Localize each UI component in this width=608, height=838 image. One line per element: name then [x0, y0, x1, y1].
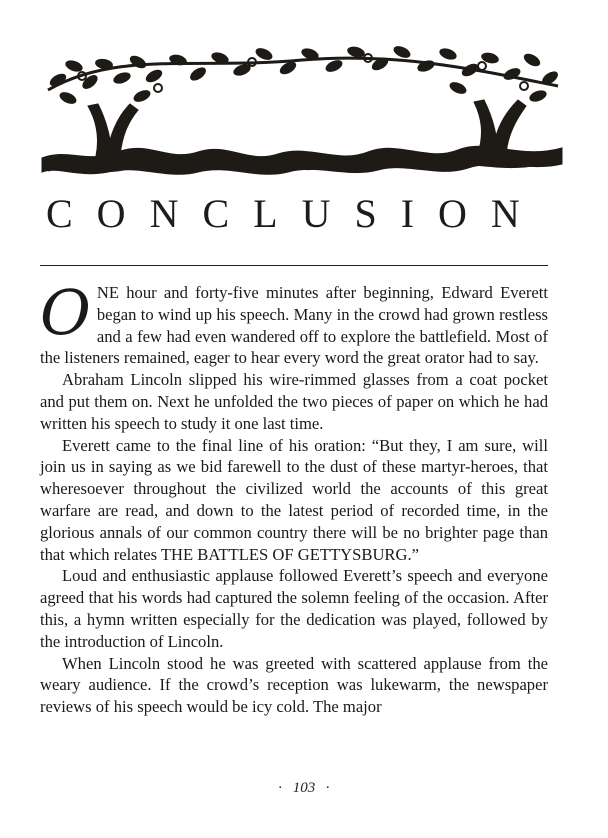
footer-dot-left: ·	[277, 780, 283, 796]
paragraph: Loud and enthusiastic applause followed Everett’s speech and everyone agreed that his words had captured the solemn feeling of the occasion. After this, a hymn written especially for the dedication was played, followed by the introduction of Lincoln.	[40, 566, 548, 651]
paragraph	[40, 276, 548, 369]
page-footer	[0, 780, 608, 797]
title-divider	[40, 265, 548, 266]
chapter-body	[40, 276, 548, 718]
paragraph: Everett came to the final line of his oration: “But they, I am sure, will join us in saying as we bid farewell to the dust of these martyr-heroes, that wheresoever throughout the civilized world the accounts of this great warfare are read, and down to the latest period of recorded time, in the glorious annals of our common country there will be no brighter page than that which relates THE BATTLES OF GETTYSBURG.”	[40, 435, 548, 564]
chapter-title: CONCLUSION	[46, 191, 544, 236]
paragraph: Abraham Lincoln slipped his wire-rimmed glasses from a coat pocket and put them on. Next he unfolded the two pieces of paper on which he had written his speech to study it one last time.	[40, 370, 548, 433]
footer-dot-right: ·	[325, 780, 331, 796]
page-number: 103	[292, 780, 316, 796]
tree-ornament-icon	[38, 40, 566, 180]
paragraph-text: NE hour and forty-five minutes after beginning, Edward Everett began to wind up his speech. Many in the crowd had grown restless and a few had even wandered off to explore the battlefield. Most of the listeners remained, eager to hear every word the great orator had to say.	[40, 283, 548, 368]
drop-cap: O	[40, 276, 91, 349]
paragraph: When Lincoln stood he was greeted with scattered applause from the weary audience. If the crowd’s reception was lukewarm, the newspaper reviews of his speech would be icy cold. The major	[40, 653, 548, 717]
